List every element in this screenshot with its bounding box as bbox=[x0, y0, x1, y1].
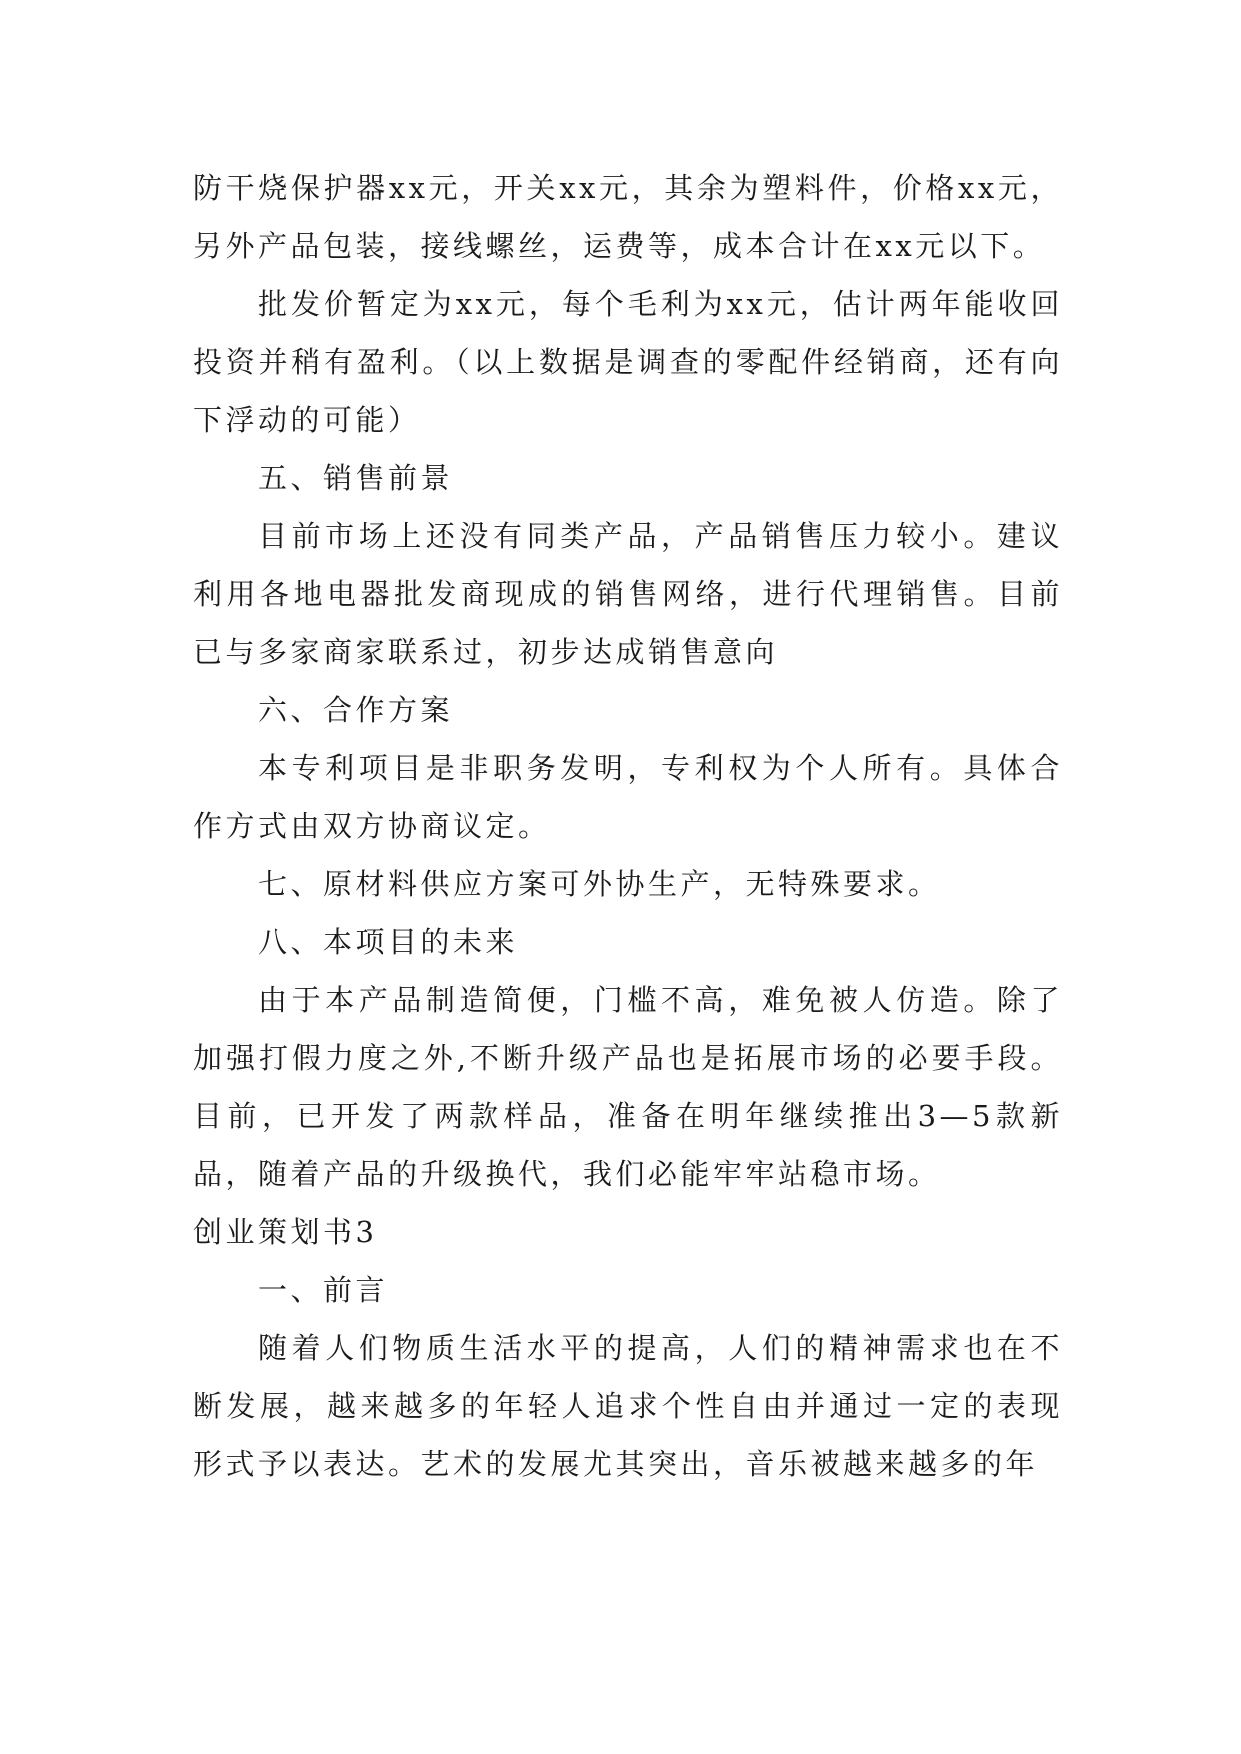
section-title-business-plan-3: 创业策划书3 bbox=[193, 1215, 378, 1249]
heading-project-future: 八、本项目的未来 bbox=[258, 925, 519, 959]
paragraph-project-future: 由于本产品制造简便，门槛不高，难免被人仿造。除了加强打假力度之外,不断升级产品也是拓展市场的必要手段。目前，已开发了两款样品，准备在明年继续推出3—5款新品，随着产品的升级换代，我们必能牢牢站稳市场。 bbox=[193, 983, 1063, 1191]
heading-cooperation-plan: 六、合作方案 bbox=[258, 693, 454, 727]
heading-foreword: 一、前言 bbox=[258, 1273, 389, 1307]
document-body bbox=[193, 159, 1063, 1493]
paragraph-cost-summary: 防干烧保护器xx元，开关xx元，其余为塑料件，价格xx元，另外产品包装，接线螺丝，运费等，成本合计在xx元以下。 bbox=[193, 171, 1063, 263]
paragraph-sales-outlook: 目前市场上还没有同类产品，产品销售压力较小。建议利用各地电器批发商现成的销售网络，进行代理销售。目前已与多家商家联系过，初步达成销售意向 bbox=[193, 519, 1063, 669]
paragraph-wholesale-price: 批发价暂定为xx元，每个毛利为xx元，估计两年能收回投资并稍有盈利。（以上数据是调查的零配件经销商，还有向下浮动的可能） bbox=[193, 287, 1063, 437]
paragraph-raw-material-supply: 七、原材料供应方案可外协生产，无特殊要求。 bbox=[258, 867, 941, 901]
heading-sales-outlook: 五、销售前景 bbox=[258, 461, 454, 495]
paragraph-cooperation-plan: 本专利项目是非职务发明，专利权为个人所有。具体合作方式由双方协商议定。 bbox=[193, 751, 1063, 843]
paragraph-foreword: 随着人们物质生活水平的提高，人们的精神需求也在不断发展，越来越多的年轻人追求个性自由并通过一定的表现形式予以表达。艺术的发展尤其突出，音乐被越来越多的年 bbox=[193, 1331, 1063, 1481]
